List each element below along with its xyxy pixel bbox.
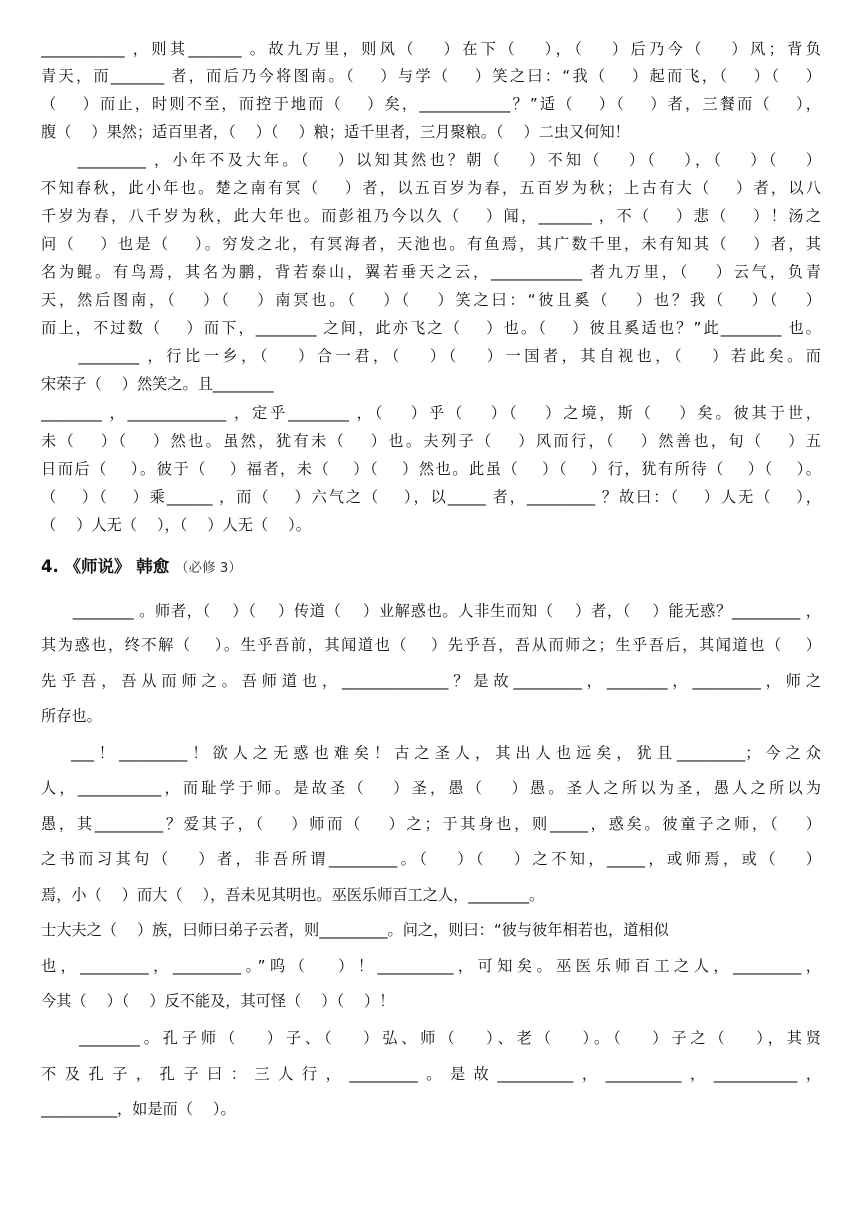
text-line: 未（ ）（ ）然也。虽然，犹有未（ ）也。夫列子（ ）风而行，（ ）然善也，旬（ ）五 [41,432,821,450]
text-line: （ ）（ ）乘______ ，而（ ）六气之（ ），以_____ 者，_________ ？故曰：（ ）人无（ ）， [41,488,821,506]
section-title: 《师说》 韩愈 [64,557,170,576]
section-note: （必修 3） [175,560,242,576]
section-number: 4. [41,557,59,576]
text-line: 也，_________，_________。”呜（ ）！__________，可知矣。巫医乐师百工之人，_________， [41,957,821,975]
text-line: ___！_________！欲人之无惑也难矣！古之圣人，其出人也远矣，犹且_________；今之众 [41,744,821,762]
text-line: 而上，不过数（ ）而下，________ 之间，此亦飞之（ ）也。（ ）彼且奚适也？”此________ 也。 [41,319,821,337]
text-line: 日而后（ ）。彼于（ ）福者，未（ ）（ ）然也。此虽（ ）（ ）行，犹有所待（ ）（ ）。 [41,460,821,478]
text-line: 天，然后图南，（ ）（ ）南冥也。（ ）（ ）笑之曰：“彼且奚（ ）也？我（ ）（ ） [41,291,821,309]
text-line: 愚，其_________？爱其子，（ ）师而（ ）之；于其身也，则_____，惑矣。彼童子之师，（ ） [41,815,821,833]
section-heading [41,553,741,577]
text-line: 名为鲲。有鸟焉，其名为鹏，背若泰山，翼若垂天之云，____________ 者九万里，（ ）云气，负青 [41,263,821,281]
text-line: 之书而习其句（ ）者，非吾所谓_________。（ ）（ ）之不知，_____，或师焉，或（ ） [41,850,821,868]
text-line: ________。孔子师（ ）子、（ ）弘、师（ ）、老（ ）。（ ）子之（ ），其贤 [41,1029,821,1047]
text-line: 千岁为春，八千岁为秋，此大年也。而彭祖乃今以久（ ）闻，_______ ，不（ ）悲（ ）！汤之 [41,207,821,225]
text-line: （ ）而止，时则不至，而控于地而（ ）矣，____________？”适（ ）（ ）者，三餐而（ ）， [41,95,821,113]
text-line: 所存也。 [41,707,102,725]
text-line: 焉，小（ ）而大（ ），吾未见其明也。巫医乐师百工之人，________。 [41,886,545,904]
text-line: 今其（ ）（ ）反不能及，其可怪（ ）（ ）！ [41,992,395,1010]
text-line: 腹（ ）果然；适百里者，（ ）（ ）粮；适千里者，三月聚粮。（ ）二虫又何知！ [41,123,630,141]
text-line: 青天，而_______ 者，而后乃今将图南。（ ）与学（ ）笑之曰：“我（ ）起而飞，（ ）（ ） [41,67,821,85]
text-line: 不及孔子，孔子曰：三人行，_________。是故__________，__________，___________， [41,1065,821,1083]
text-line: _________ ，小年不及大年。（ ）以知其然也？朝（ ）不知（ ）（ ），（ ）（ ） [41,151,821,169]
text-line: 人，___________，而耻学于师。是故圣（ ）圣，愚（ ）愚。圣人之所以为圣，愚人之所以为 [41,779,821,797]
text-line: （ ）人无（ ），（ ）人无（ ）。 [41,516,311,534]
text-line: ___________ ，则其_______ 。故九万里，则风（ ）在下（ ），（ ）后乃今（ ）风；背负 [41,40,821,58]
text-line: ________ ，_____________ ，定乎________ ，（ ）乎（ ）（ ）之境，斯（ ）矣。彼其于世， [41,404,821,422]
text-line: 先乎吾，吾从而师之。吾师道也，______________？是故_________，________，_________，师之 [41,672,821,690]
text-line: 其为惑也，终不解（ ）。生乎吾前，其闻道也（ ）先乎吾，吾从而师之；生乎吾后，其闻道也（ ） [41,636,821,654]
text-line: 问（ ）也是（ ）。穷发之北，有冥海者，天池也。有鱼焉，其广数千里，未有知其（ ）者，其 [41,235,821,253]
text-line: ________ ，行比一乡，（ ）合一君，（ ）（ ）一国者，其自视也，（ ）若此矣。而 [41,347,821,365]
text-line: 士大夫之（ ）族，曰师曰弟子云者，则_________。问之，则曰：“彼与彼年相若也，道相似 [41,921,669,939]
text-line: __________，如是而（ ）。 [41,1100,236,1118]
text-line: 不知春秋，此小年也。楚之南有冥（ ）者，以五百岁为春，五百岁为秋；上古有大（ ）者，以八 [41,179,821,197]
text-line: 宋荣子（ ）然笑之。且________ [41,375,274,393]
text-line: ________ 。师者，（ ）（ ）传道（ ）业解惑也。人非生而知（ ）者，（ ）能无惑？_________ ， [41,602,821,620]
